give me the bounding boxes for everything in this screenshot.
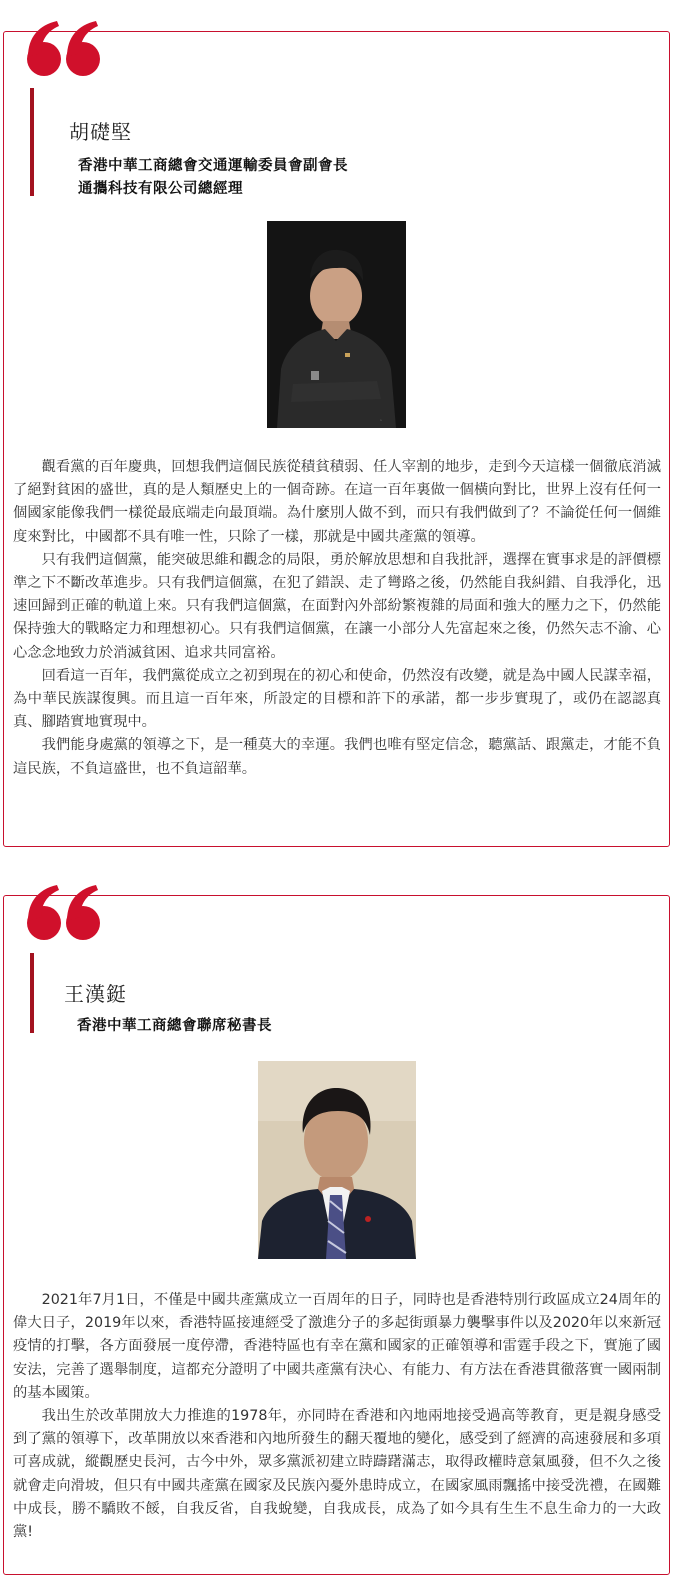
paragraph: 觀看黨的百年慶典，回想我們這個民族從積貧積弱、任人宰割的地步，走到今天這樣一個徹底消滅了絕對貧困的盛世，真的是人類歷史上的一個奇跡。在這一百年裏做一個橫向對比，世界上沒有任何一個國家能像我們一樣從最底端走向最頂端。為什麼別人做不到，而只有我們做到了？不論從任何一個維度來對比，中國都不具有唯一性，只除了一樣，那就是中國共產黨的領導。	[13, 459, 661, 545]
person-name: 胡礎堅	[69, 120, 132, 144]
accent-bar	[30, 88, 34, 196]
paragraph: 2021年7月1日，不僅是中國共產黨成立一百周年的日子，同時也是香港特別行政區成立24周年的偉大日子，2019年以來，香港特區接連經受了激進分子的多起街頭暴力襲擊事件以及2020年以來新冠疫情的打擊，各方面發展一度停滯，香港特區也有幸在黨和國家的正確領導和雷霆手段之下，實施了國安法，完善了選舉制度，這都充分證明了中國共產黨有決心、有能力、有方法在香港貫徹落實一國兩制的基本國策。	[13, 1292, 661, 1401]
paragraph: 我出生於改革開放大力推進的1978年，亦同時在香港和內地兩地接受過高等教育，更是親身感受到了黨的領導下，改革開放以來香港和內地所發生的翻天覆地的變化，感受到了經濟的高速發展和多項可喜成就，縱觀歷史長河，古今中外，眾多黨派初建立時躊躇滿志，取得政權時意氣風發，但不久之後就會走向滑坡，但只有中國共產黨在國家及民族內憂外患時成立，在國家風雨飄搖中接受洗禮，在國難中成長，勝不驕敗不餒，自我反省，自我蛻變，自我成長，成為了如今具有生生不息生命力的一大政黨!	[13, 1408, 661, 1541]
paragraph: 回看這一百年，我們黨從成立之初到現在的初心和使命，仍然沒有改變，就是為中國人民謀幸福，為中華民族謀復興。而且這一百年來，所設定的目標和許下的承諾，都一步步實現了，或仍在認認真真、腳踏實地實現中。	[13, 667, 661, 731]
accent-bar	[30, 953, 34, 1033]
article-body	[13, 1289, 661, 1544]
person-title: 通攜科技有限公司總經理	[78, 180, 243, 197]
svg-text:◔: ◔	[379, 418, 383, 424]
person-title: 香港中華工商總會交通運輸委員會副會長	[78, 157, 348, 174]
person-name: 王漢鋌	[64, 982, 127, 1006]
portrait-photo	[258, 1061, 416, 1259]
quote-mark-icon	[25, 884, 105, 944]
profile-card-1	[3, 31, 670, 847]
profile-card-2	[3, 895, 670, 1575]
portrait-photo	[267, 221, 406, 428]
quote-mark-icon	[25, 20, 105, 80]
paragraph: 我們能身處黨的領導之下，是一種莫大的幸運。我們也唯有堅定信念，聽黨話、跟黨走，才能不負這民族，不負這盛世，也不負這韶華。	[13, 737, 661, 777]
person-title: 香港中華工商總會聯席秘書長	[77, 1017, 272, 1034]
paragraph: 只有我們這個黨，能突破思維和觀念的局限，勇於解放思想和自我批評，選擇在實事求是的評價標準之下不斷改革進步。只有我們這個黨，在犯了錯誤、走了彎路之後，仍然能自我糾錯、自我淨化，迅速回歸到正確的軌道上來。只有我們這個黨，在面對內外部紛繁複雜的局面和強大的壓力之下，仍然能保持強大的戰略定力和理想初心。只有我們這個黨，在讓一小部分人先富起來之後，仍然矢志不渝、心心念念地致力於消滅貧困、追求共同富裕。	[13, 551, 661, 661]
article-body	[13, 456, 661, 781]
